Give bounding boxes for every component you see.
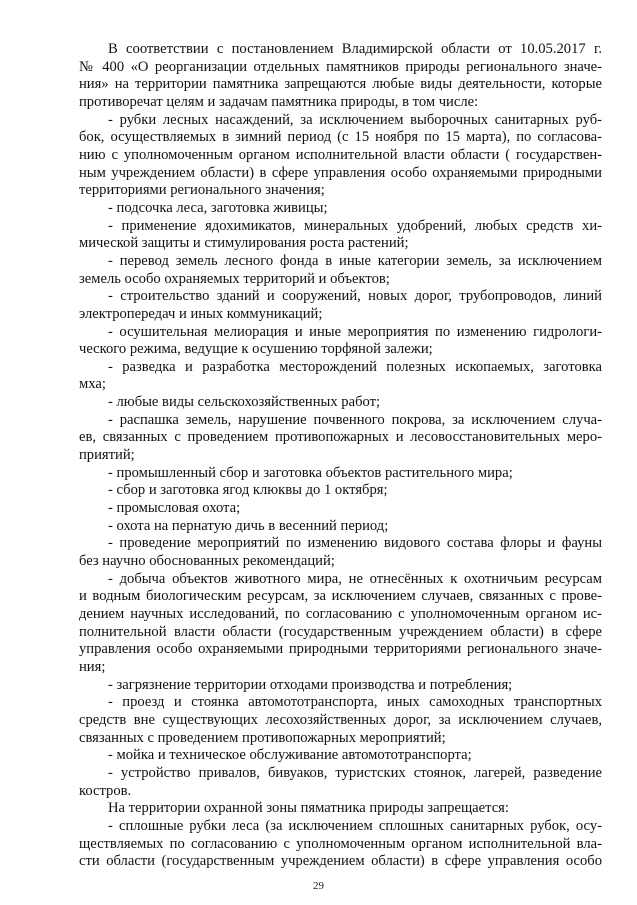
- text-line: - подсочка леса, заготовка живицы;: [108, 199, 328, 216]
- text-line: - любые виды сельскохозяйственных работ;: [108, 394, 381, 411]
- text-line: земель особо охраняемых территорий и объектов;: [79, 270, 390, 287]
- text-line: бок, осуществляемых в зимний период (с 15 ноября по 15 марта), по согласова-: [79, 129, 602, 146]
- text-line: - распашка земель, нарушение почвенного покрова, за исключением случа-: [108, 411, 602, 428]
- text-line: - применение ядохимикатов, минеральных удобрений, любых средств хи-: [108, 217, 602, 234]
- text-line: ным учреждением области) в сфере управления особо охраняемыми природными: [79, 164, 602, 181]
- text-line: - разведка и разработка месторождений полезных ископаемых, заготовка: [108, 358, 602, 375]
- text-line: - мойка и техническое обслуживание автомототранспорта;: [108, 747, 472, 764]
- text-line: приятий;: [79, 447, 135, 464]
- text-line: ния» на территории памятника запрещаются любые виды деятельности, которые: [79, 76, 602, 93]
- text-line: управления особо охраняемыми природными территориями регионального значе-: [79, 641, 602, 658]
- text-line: ческого режима, ведущие к осушению торфяной залежи;: [79, 341, 433, 358]
- text-line: № 400 «О реорганизации отдельных памятников природы регионального значе-: [79, 58, 602, 75]
- text-line: - перевод земель лесного фонда в иные категории земель, за исключением: [108, 252, 602, 269]
- text-line: нию с уполномоченным органом исполнительной власти области ( государствен-: [79, 146, 602, 163]
- text-line: дением научных исследований, по согласованию с уполномоченным органом ис-: [79, 606, 602, 622]
- text-line: На территории охранной зоны пяматника природы запрещается:: [108, 800, 509, 817]
- text-line: - рубки лесных насаждений, за исключением выборочных санитарных руб-: [108, 111, 602, 128]
- document-body: [79, 41, 602, 871]
- text-line: мха;: [79, 376, 106, 393]
- text-line: полнительной власти области (государственным учреждением области) в сфере: [79, 623, 602, 640]
- text-line: территориями регионального значения;: [79, 182, 325, 199]
- text-line: - осушительная мелиорация и иные мероприятия по изменению гидрологи-: [108, 323, 602, 340]
- text-line: - добыча объектов животного мира, не отнесённых к охотничьим ресурсам: [108, 570, 602, 587]
- text-line: - охота на пернатую дичь в весенний период;: [108, 517, 389, 534]
- page-number: 29: [313, 880, 324, 892]
- text-line: - устройство привалов, бивуаков, туристских стоянок, лагерей, разведение: [108, 764, 602, 781]
- text-line: ния;: [79, 658, 106, 675]
- text-line: - проведение мероприятий по изменению видового состава флоры и фауны: [108, 535, 602, 552]
- text-line: связанных с проведением противопожарных мероприятий;: [79, 729, 446, 746]
- text-line: - сплошные рубки леса (за исключением сплошных санитарных рубок, осу-: [108, 817, 602, 834]
- text-line: без научно обоснованных рекомендаций;: [79, 553, 335, 570]
- text-line: электропередач и иных коммуникаций;: [79, 305, 323, 322]
- text-line: средств вне существующих лесохозяйственных дорог, за исключением случаев,: [79, 711, 602, 728]
- text-line: костров.: [79, 782, 132, 799]
- text-line: В соответствии с постановлением Владимирской области от 10.05.2017 г.: [108, 41, 602, 57]
- text-line: - загрязнение территории отходами производства и потребления;: [108, 676, 513, 693]
- text-line: мической защиты и стимулирования роста растений;: [79, 235, 409, 252]
- text-line: и водным биологическим ресурсам, за исключением случаев, связанных с прове-: [79, 588, 602, 605]
- text-line: - промышленный сбор и заготовка объектов растительного мира;: [108, 464, 513, 481]
- text-line: ществляемых по согласованию с уполномоченным органом исполнительной вла-: [79, 835, 602, 852]
- text-line: - сбор и заготовка ягод клюквы до 1 октября;: [108, 482, 388, 499]
- text-line: противоречат целям и задачам памятника природы, в том числе:: [79, 93, 479, 110]
- text-line: - промысловая охота;: [108, 500, 241, 517]
- text-line: - проезд и стоянка автомототранспорта, иных самоходных транспортных: [108, 694, 602, 711]
- text-line: сти области (государственным учреждением области) в сфере управления особо: [79, 853, 602, 870]
- text-line: ев, связанных с проведением противопожарных и лесовосстановительных меро-: [79, 429, 602, 446]
- text-line: - строительство зданий и сооружений, новых дорог, трубопроводов, линий: [108, 288, 602, 305]
